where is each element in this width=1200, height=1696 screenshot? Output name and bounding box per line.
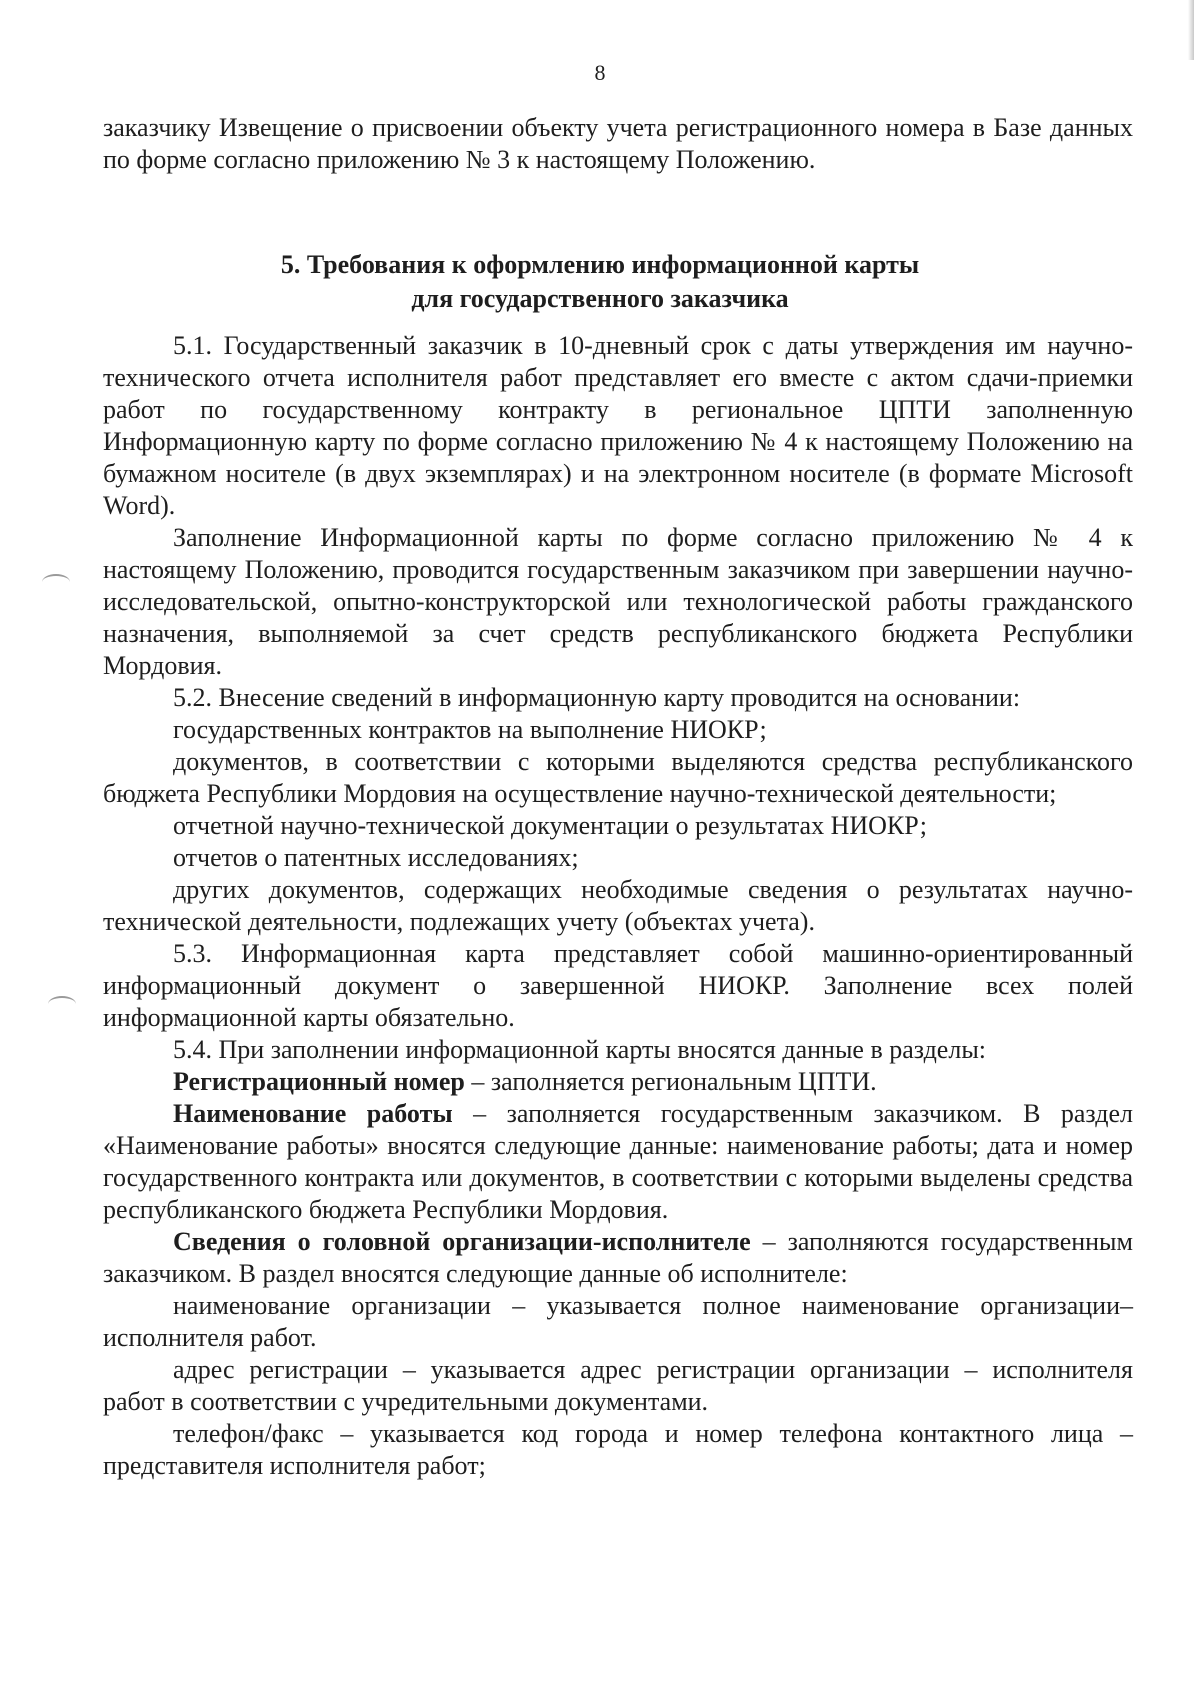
section-lead-organization xyxy=(103,1226,1133,1290)
intro-block xyxy=(103,112,1133,176)
section-heading-line-2: для государственного заказчика xyxy=(411,284,789,313)
scan-hole-mark xyxy=(42,574,70,590)
list-item: государственных контрактов на выполнение НИОКР; xyxy=(173,715,767,744)
list-item: отчетной научно-технической документации о результатах НИОКР; xyxy=(173,811,927,840)
organization-name-item: наименование организации – указывается полное наименование организации– исполнителя работ. xyxy=(103,1291,1133,1352)
term-registration-number: Регистрационный номер xyxy=(173,1067,465,1096)
section-heading xyxy=(0,248,1200,316)
page-number: 8 xyxy=(594,60,606,85)
registration-number-description: – заполняется региональным ЦПТИ. xyxy=(464,1067,877,1096)
section-registration-number xyxy=(103,1066,1133,1098)
paragraph-5-1: 5.1. Государственный заказчик в 10-дневный срок с даты утверждения им научно-технического отчета исполнителя работ представляет его вместе с актом сдачи-приемки работ по государственному контракту в региональное ЦПТИ заполненную Информационную карту по форме согласно приложению № 4 к настоящему Положению на бумажном носителе (в двух экземплярах) и на электронном носителе (в формате Microsoft Word). xyxy=(103,331,1133,520)
paragraph-fill: Заполнение Информационной карты по форме согласно приложению № 4 к настоящему Положению, проводится государственным заказчиком при завершении научно-исследовательской, опытно-конструкторской или технологической работы гражданского назначения, выполняемой за счет средств республиканского бюджета Республики Мордовия. xyxy=(103,523,1133,680)
list-item: документов, в соответствии с которыми выделяются средства республиканского бюджета Республики Мордовия на осуществление научно-технической деятельности; xyxy=(103,747,1133,808)
paragraph-5-3: 5.3. Информационная карта представляет собой машинно-ориентированный информационный документ о завершенной НИОКР. Заполнение всех полей информационной карты обязательно. xyxy=(103,939,1133,1032)
term-work-name: Наименование работы xyxy=(173,1099,453,1128)
work-name-description: – заполняется государственным заказчиком. В раздел «Наименование работы» вносятся следующие данные: наименование работы; дата и номер государственного контракта или документов, в соответствии с которыми выделены средства республиканского бюджета Республики Мордовия. xyxy=(103,1099,1133,1224)
intro-paragraph: заказчику Извещение о присвоении объекту учета регистрационного номера в Базе данных по форме согласно приложению № 3 к настоящему Положению. xyxy=(103,113,1133,174)
organization-address-item: адрес регистрации – указывается адрес регистрации организации – исполнителя работ в соответствии с учредительными документами. xyxy=(103,1355,1133,1416)
section-work-name xyxy=(103,1098,1133,1226)
term-lead-organization: Сведения о головной организации-исполнителе xyxy=(173,1227,751,1256)
section-body xyxy=(103,330,1133,1482)
paragraph-5-4: 5.4. При заполнении информационной карты вносятся данные в разделы: xyxy=(173,1035,987,1064)
organization-phone-item: телефон/факс – указывается код города и номер телефона контактного лица – представителя исполнителя работ; xyxy=(103,1419,1133,1480)
list-item: отчетов о патентных исследованиях; xyxy=(173,843,579,872)
paragraph-5-2: 5.2. Внесение сведений в информационную карту проводится на основании: xyxy=(173,683,1021,712)
list-item: других документов, содержащих необходимые сведения о результатах научно-технической деятельности, подлежащих учету (объектах учета). xyxy=(103,875,1133,936)
lead-organization-description: – заполняются государственным заказчиком. В раздел вносятся следующие данные об исполнителе: xyxy=(103,1227,1133,1288)
section-heading-line-1: 5. Требования к оформлению информационной карты xyxy=(280,250,920,279)
scan-edge-mark xyxy=(1188,0,1194,60)
scan-hole-mark xyxy=(48,996,76,1012)
